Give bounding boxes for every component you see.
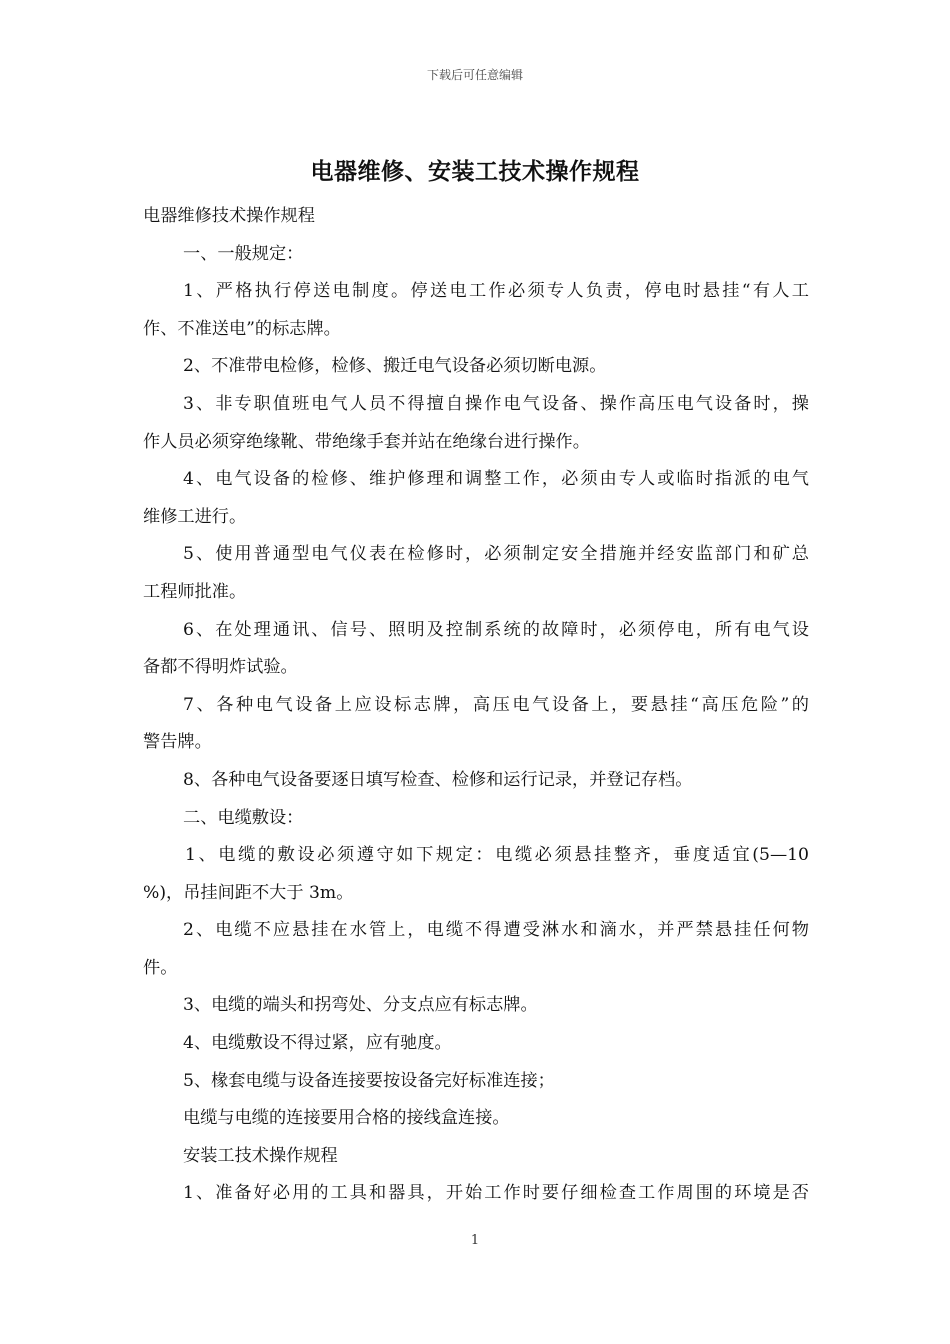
paragraph-line: 作人员必须穿绝缘靴、带绝缘手套并站在绝缘台进行操作。 [143,431,590,452]
subsection-heading: 一、一般规定： [183,243,304,264]
paragraph-line: 8、各种电气设备要逐日填写检查、检修和运行记录，并登记存档。 [183,769,693,790]
paragraph-line: 3、非专职值班电气人员不得擅自操作电气设备、操作高压电气设备时，操 [183,393,809,414]
document-body [143,198,809,1213]
paragraph-line: 2、不准带电检修，检修、搬迁电气设备必须切断电源。 [183,356,607,377]
paragraph-line: 1、严格执行停送电制度。停送电工作必须专人负责，停电时悬挂“有人工 [183,281,809,302]
paragraph-line: 备都不得明炸试验。 [143,657,298,678]
paragraph-line: 1、电缆的敷设必须遵守如下规定：电缆必须悬挂整齐，垂度适宜(5—10 [185,845,809,866]
paragraph-line: 维修工进行。 [143,506,247,527]
paragraph-line: 2、电缆不应悬挂在水管上，电缆不得遭受淋水和滴水，并严禁悬挂任何物 [183,920,809,941]
paragraph-line: 7、各种电气设备上应设标志牌，高压电气设备上，要悬挂“高压危险”的 [183,694,809,715]
paragraph-line: %)，吊挂间距不大于 3m。 [143,882,354,903]
page-number: 1 [470,1233,480,1248]
header-note: 下载后可任意编辑 [426,68,523,82]
paragraph-line: 5、椽套电缆与设备连接要按设备完好标准连接； [183,1070,555,1091]
paragraph-line: 4、电缆敷设不得过紧，应有驰度。 [183,1033,452,1054]
section-heading: 电器维修技术操作规程 [143,206,315,226]
subsection-heading: 二、电缆敷设： [183,807,304,828]
paragraph-line: 5、使用普通型电气仪表在检修时，必须制定安全措施并经安监部门和矿总 [183,544,809,565]
paragraph-line: 件。 [143,957,178,978]
page-title: 电器维修、安装工技术操作规程 [310,158,640,185]
paragraph-line: 工程师批准。 [143,581,247,602]
paragraph-line: 1、准备好必用的工具和器具，开始工作时要仔细检查工作周围的环境是否 [183,1183,809,1204]
paragraph-line: 4、电气设备的检修、维护修理和调整工作，必须由专人或临时指派的电气 [183,469,809,490]
paragraph-line: 3、电缆的端头和拐弯处、分支点应有标志牌。 [183,995,538,1016]
paragraph-line: 电缆与电缆的连接要用合格的接线盒连接。 [183,1108,510,1129]
paragraph-line: 作、不准送电”的标志牌。 [143,318,341,339]
paragraph-line: 6、在处理通讯、信号、照明及控制系统的故障时，必须停电，所有电气设 [183,619,809,640]
section-heading: 安装工技术操作规程 [183,1145,338,1166]
paragraph-line: 警告牌。 [143,732,212,753]
